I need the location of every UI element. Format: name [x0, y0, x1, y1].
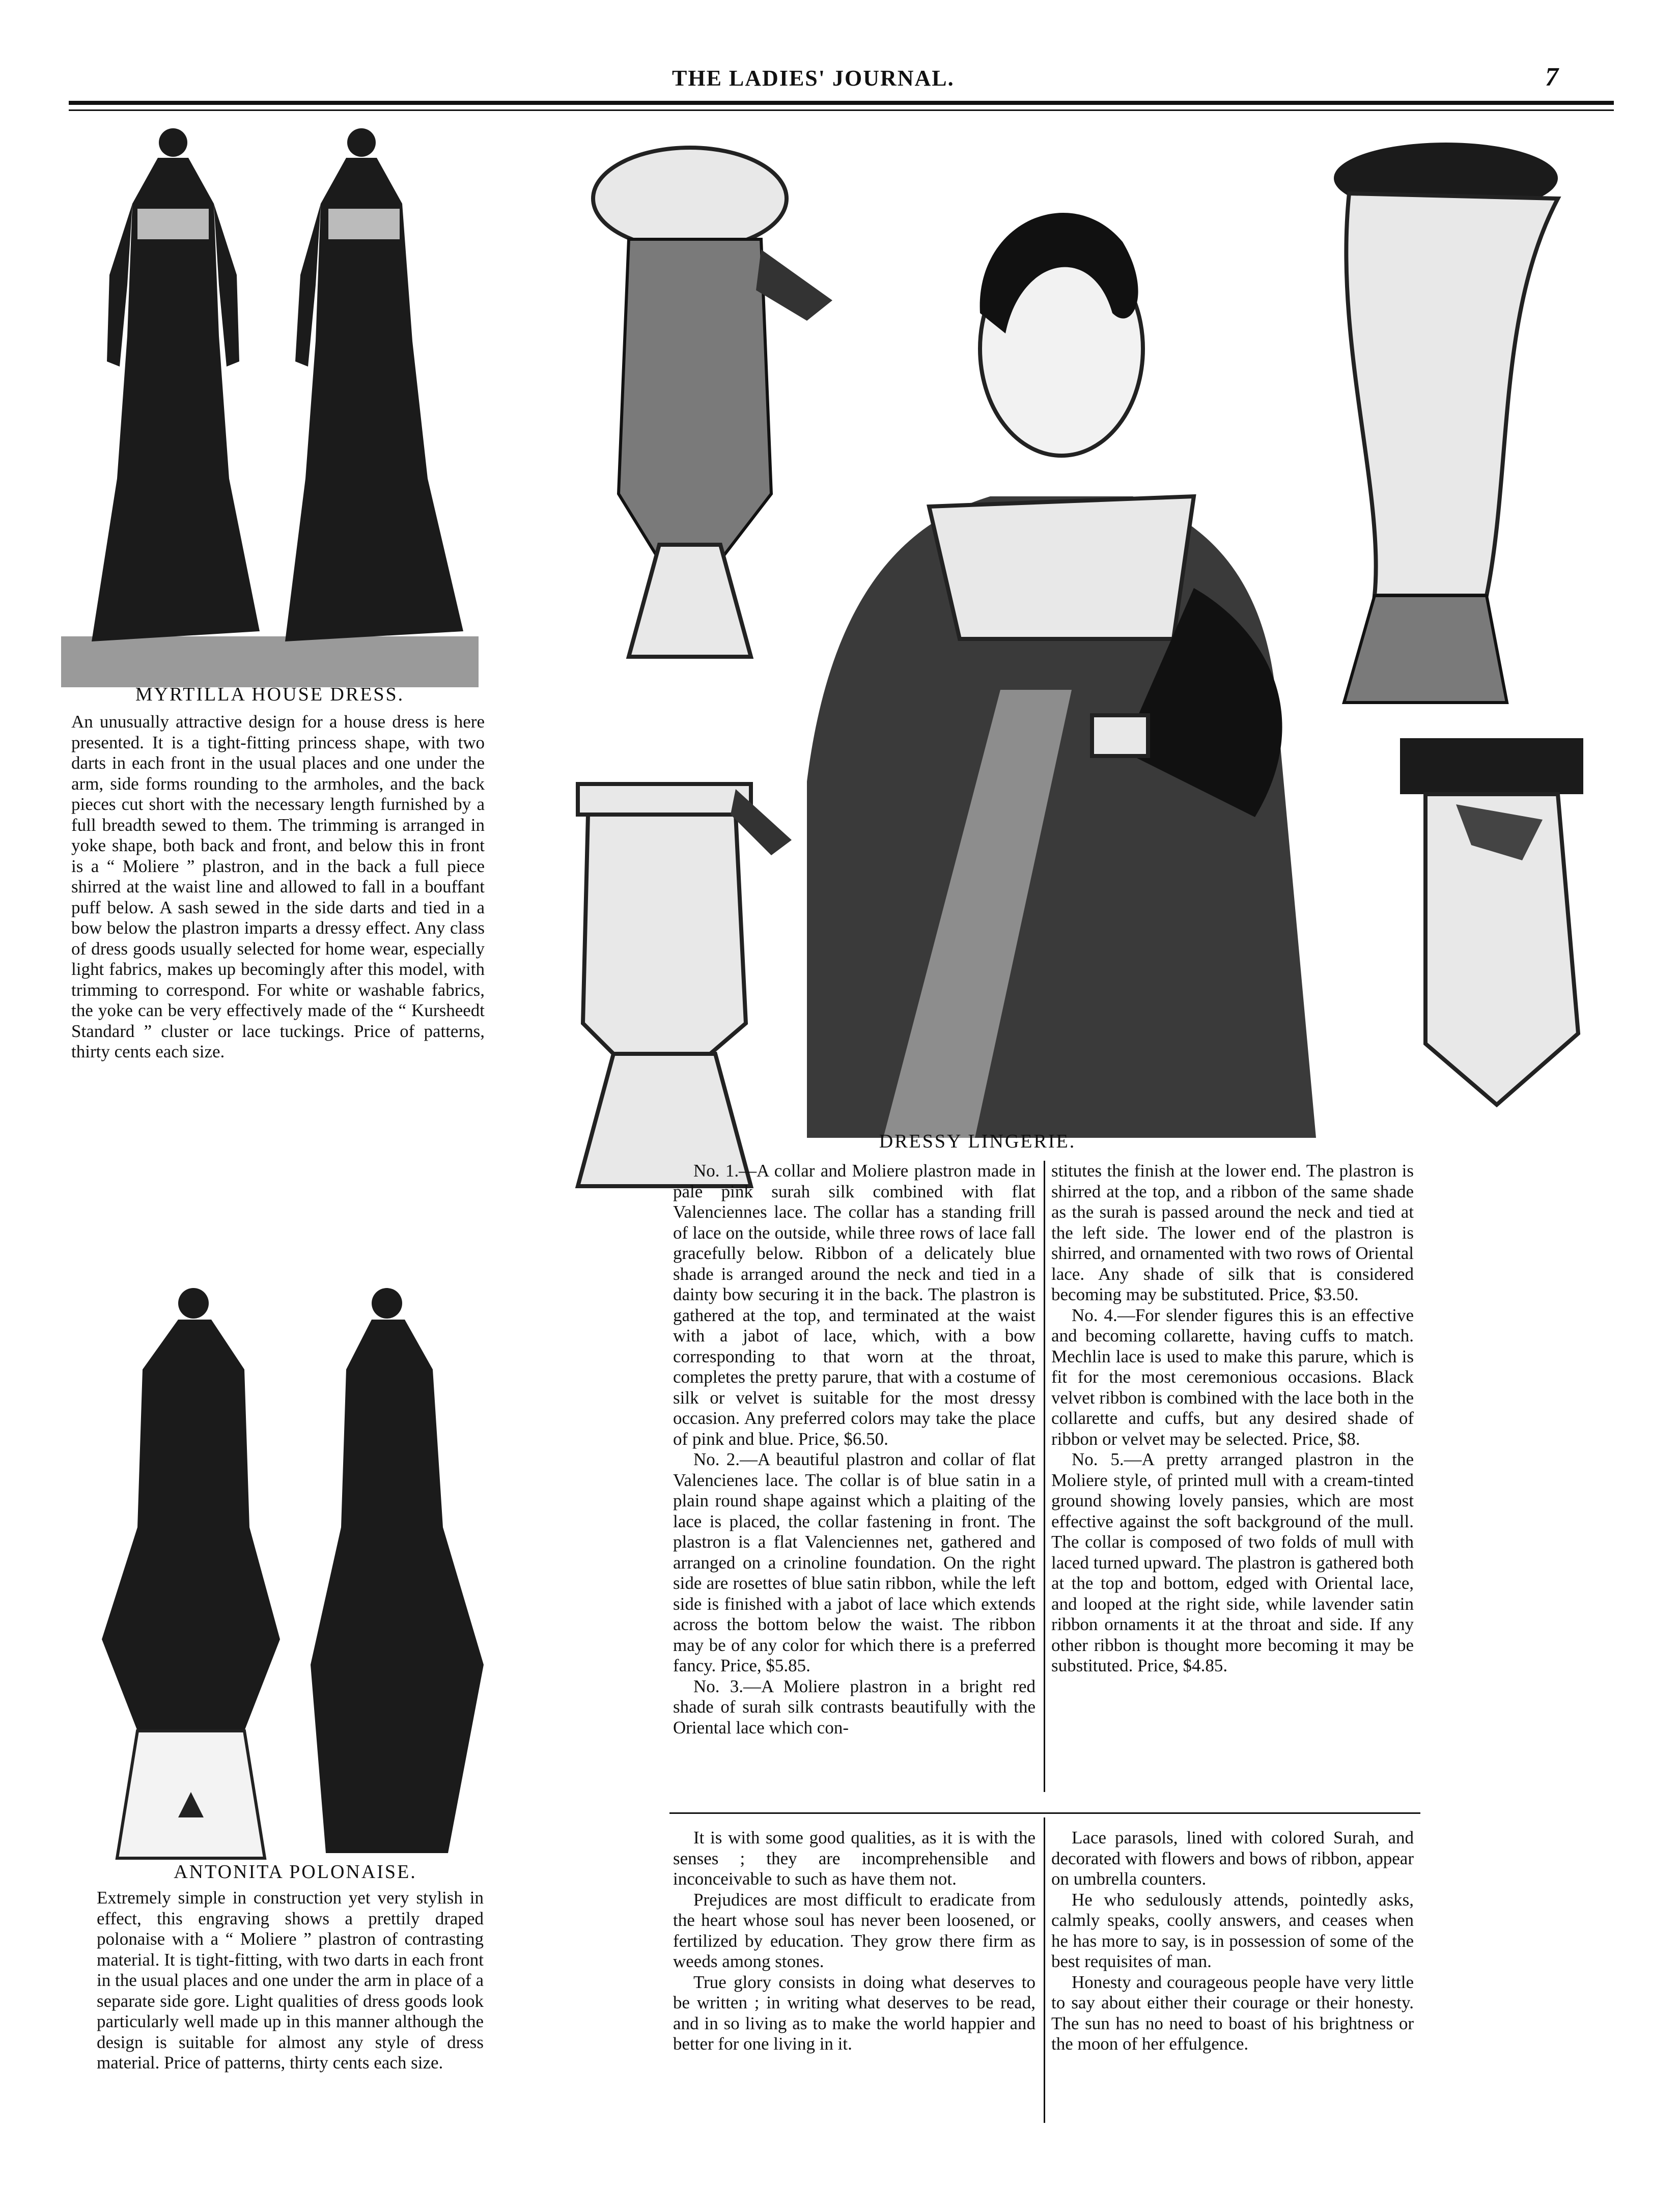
lingerie-column-1: [673, 1161, 1036, 1738]
lingerie-item-2: No. 2.—A beautiful plastron and collar of flat Valencienes lace. The collar is of blue satin in a plain round shape against which a plaiting of the lace is placed, the collar fastening in front. The plastron is a flat Valenciennes net, gathered and arranged on a crinoline foundation. On the right side are rosettes of blue satin ribbon, while the left side is finished with a jabot of lace which extends across the bottom below the waist. The ribbon may be of any color for which there is a preferred fancy. Price, $5.85.: [673, 1449, 1036, 1675]
myrtilla-dress-illustration: [61, 122, 479, 687]
antonita-polonaise-illustration: [97, 1283, 499, 1863]
column-divider: [1044, 1161, 1045, 1792]
column-divider-lower: [1044, 1817, 1045, 2123]
myrtilla-description: An unusually attractive design for a house dress is here presented. It is a tight-fitting princess shape, with two darts in each front in the usual places and one under the arm, side forms rounding to the armholes, and the back pieces cut short with the necessary length furnished by a full breadth sewed to them. The trimming is arranged in yoke shape, both back and front, and below this in front is a “ Moliere ” plastron, and in the back a full piece shirred at the waist line and allowed to fall in a bouffant puff below. A sash sewed in the side darts and tied in a bow below the plastron imparts a dressy effect. Any class of dress goods usually selected for home wear, especially light fabrics, makes up becomingly after this model, with trimming to correspond. For white or washable fabrics, the yoke can be very effectively made of the “ Kursheedt Standard ” cluster or lace tuckings. Price of patterns, thirty cents each size.: [71, 712, 485, 1061]
maxims-column-1: [673, 1828, 1036, 2055]
lingerie-collarette-illustration: [807, 181, 1331, 1138]
maxims-column-2: [1051, 1828, 1414, 2055]
lingerie-item-3: No. 3.—A Moliere plastron in a bright red shade of surah silk contrasts beautifully with the Oriental lace which con-: [673, 1676, 1036, 1738]
lingerie-plastron-3-illustration: [1293, 137, 1578, 708]
lingerie-item-4: No. 4.—For slender figures this is an effective and becoming collarette, having cuffs to match. Mechlin lace is used to make this parure, which is fit for the most ceremonious occasions. Black velvet ribbon is combined with the lace both in the collarette and cuffs, but any desired shade of ribbon or velvet may be selected. Price, $8.: [1051, 1305, 1414, 1449]
maxim-attends: He who sedulously attends, pointedly asks, calmly speaks, coolly answers, and ceases when he has more to say, is in possession of some of the best requisites of man.: [1051, 1889, 1414, 1971]
maxim-prejudices: Prejudices are most difficult to eradicate from the heart whose soul has never been loosened, or fertilized by education. They grow there firm as weeds among stones.: [673, 1889, 1036, 1971]
lingerie-item-3-cont: stitutes the finish at the lower end. The plastron is shirred at the top, and a ribbon of the same shade as the surah is passed around the neck and tied at the left side. The lower end of the plastron is shirred, and ornamented with two rows of Oriental lace. Any shade of silk that is considered becoming may be substituted. Price, $3.50.: [1051, 1161, 1414, 1304]
maxim-lace-parasols: Lace parasols, lined with colored Surah, and decorated with flowers and bows of ribbon, appear on umbrella counters.: [1051, 1828, 1414, 1889]
section-rule: [669, 1812, 1420, 1814]
header-rule: [69, 101, 1614, 105]
maxim-good-qualities: It is with some good qualities, as it is with the senses ; they are incomprehensible and inconceivable to such as have them not.: [673, 1828, 1036, 1889]
lingerie-item-5: No. 5.—A pretty arranged plastron in the Moliere style, of printed mull with a cream-tinted ground showing lovely pansies, which are most effective against the soft background of the mull. The collar is composed of two folds of mull with laced turned upward. The plastron is gathered both at the top and bottom, edged with Oriental lace, and looped at the right side, while lavender satin ribbon ornaments it at the throat and side. If any other ribbon is thought more becoming it may be substituted. Price, $4.85.: [1051, 1449, 1414, 1675]
antonita-description: Extremely simple in construction yet very stylish in effect, this engraving shows a prettily draped polonaise with a “ Moliere ” plastron of contrasting material. It is tight-fitting, with two darts in each front in the usual places and one under the arm in place of a separate side gore. Light qualities of dress goods look particularly well made up in this manner although the design is suitable for almost any style of dress material. Price of patterns, thirty cents each size.: [97, 1888, 484, 2073]
page-number: 7: [1545, 63, 1558, 92]
journal-title: THE LADIES' JOURNAL.: [672, 66, 955, 91]
lingerie-caption: DRESSY LINGERIE.: [879, 1131, 1076, 1152]
maxim-honesty: Honesty and courageous people have very little to say about either their courage or their honesty. The sun has no need to boast of his brightness or the moon of her effulgence.: [1051, 1972, 1414, 2054]
lingerie-plastron-4-illustration: [1395, 728, 1599, 1115]
lingerie-column-2: [1051, 1161, 1414, 1676]
header-rule-thin: [69, 109, 1614, 111]
antonita-caption: ANTONITA POLONAISE.: [174, 1861, 417, 1883]
maxim-true-glory: True glory consists in doing what deserves to be written ; in writing what deserves to be read, and in so living as to make the world happier and better for one living in it.: [673, 1972, 1036, 2054]
myrtilla-caption: MYRTILLA HOUSE DRESS.: [135, 684, 405, 705]
lingerie-item-1: No. 1.—A collar and Moliere plastron made in pale pink surah silk combined with flat Valenciennes lace. The collar has a standing frill of lace on the outside, while three rows of lace fall gracefully below. Ribbon of a delicately blue shade is arranged around the neck and tied in a dainty bow securing it in the back. The plastron is gathered at the top, and terminated at the waist with a jabot of lace, which, with a bow corresponding to that worn at the throat, completes the pretty parure, that with a costume of silk or velvet is suitable for the most dressy occasion. Any preferred colors may take the place of pink and blue. Price, $6.50.: [673, 1161, 1036, 1449]
